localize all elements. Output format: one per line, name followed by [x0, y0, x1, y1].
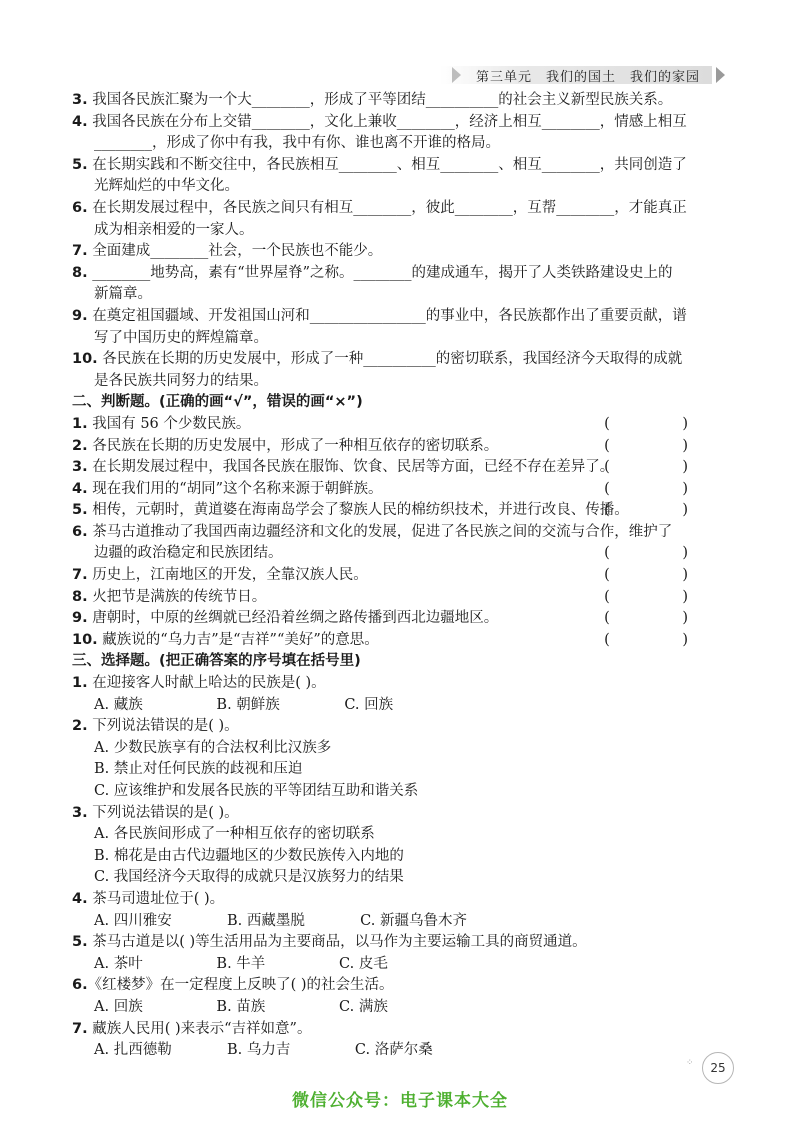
judgement-question-line: [72, 436, 732, 458]
judgement-question-line: [72, 608, 732, 630]
question-number: 7.: [72, 243, 88, 260]
choice-option: [72, 738, 732, 760]
fill-in-question-line: [72, 133, 732, 155]
question-number: 8.: [72, 588, 88, 605]
choice-question: [72, 975, 732, 997]
choice-question: [72, 1019, 732, 1041]
answer-parentheses[interactable]: ( ): [604, 545, 722, 562]
question-number: 7.: [72, 1020, 88, 1037]
fill-in-question-line-text: 成为相亲相爱的一家人。: [94, 221, 254, 238]
question-number: 2.: [72, 437, 88, 454]
fill-in-question-line-text: ________，形成了你中有我，我中有你、谁也离不开谁的格局。: [94, 135, 500, 152]
fill-in-question-line: [72, 306, 732, 328]
page-number: 25: [702, 1052, 734, 1084]
choice-option-text: C. 应该维护和发展各民族的平等团结互助和谐关系: [94, 783, 419, 799]
choice-question-text: 2. 下列说法错误的是( )。: [72, 718, 239, 735]
judgement-question-line: [72, 414, 732, 436]
answer-parentheses[interactable]: ( ): [604, 415, 722, 432]
choice-question: [72, 932, 732, 954]
question-number: 4.: [72, 480, 88, 497]
choice-question: [72, 716, 732, 738]
section-title-choice-text: 三、选择题。(把正确答案的序号填在括号里): [72, 653, 361, 670]
answer-parentheses[interactable]: ( ): [604, 437, 722, 454]
header-title: 第三单元 我们的国土 我们的家园: [476, 70, 701, 85]
judgement-question-line: [72, 500, 732, 522]
fill-in-question-line: [72, 112, 732, 134]
answer-parentheses[interactable]: ( ): [604, 502, 722, 519]
fill-in-question-line-text: 5. 在长期实践和不断交往中，各民族相互________、相互________、相互________，共同创造了: [72, 156, 687, 173]
fill-in-question-line: [72, 284, 732, 306]
question-number: 10.: [72, 351, 98, 368]
fill-in-question-line: [72, 176, 732, 198]
question-number: 5.: [72, 934, 88, 951]
answer-parentheses[interactable]: ( ): [604, 567, 722, 584]
choice-question: [72, 889, 732, 911]
choice-question: [72, 673, 732, 695]
answer-parentheses[interactable]: ( ): [604, 588, 722, 605]
question-number: 6.: [72, 199, 88, 216]
judgement-question-line-text: 10. 藏族说的“乌力吉”是“吉祥”“美好”的意思。: [72, 631, 379, 648]
choice-question-text: 7. 藏族人民用( )来表示“吉祥如意”。: [72, 1020, 312, 1037]
judgement-question-line: [72, 522, 732, 544]
judgement-question-line-text: 3. 在长期发展过程中，我国各民族在服饰、饮食、民居等方面，已经不存在差异了。: [72, 459, 615, 476]
triangle-right-icon: [716, 67, 725, 83]
judgement-question-line-text: 5. 相传，元朝时，黄道婆在海南岛学会了黎族人民的棉纺织技术，并进行改良、传播。: [72, 502, 629, 519]
fill-in-question-line-text: 6. 在长期发展过程中，各民族之间只有相互________，彼此________，互帮________，才能真正: [72, 199, 687, 216]
choice-option-text: B. 禁止对任何民族的歧视和压迫: [94, 761, 303, 778]
fill-in-question-line: [72, 349, 732, 371]
answer-parentheses[interactable]: ( ): [604, 610, 722, 627]
question-number: 6.: [72, 977, 88, 994]
question-number: 6.: [72, 523, 88, 540]
judgement-question-line-text: 9. 唐朝时，中原的丝绸就已经沿着丝绸之路传播到西北边疆地区。: [72, 610, 499, 627]
choice-question-text: 5. 茶马古道是以( )等生活用品为主要商品，以马作为主要运输工具的商贸通道。: [72, 934, 587, 951]
section-title-judgement-text: 二、判断题。(正确的画“√”，错误的画“×”): [72, 394, 363, 411]
choice-option-text: A. 藏族 B. 朝鲜族 C. 回族: [94, 696, 394, 713]
fill-in-question-line: [72, 328, 732, 350]
choice-question-text: 1. 在迎接客人时献上哈达的民族是( )。: [72, 675, 326, 692]
fill-in-question-line: [72, 263, 732, 285]
judgement-question-line-text: 4. 现在我们用的“胡同”这个名称来源于朝鲜族。: [72, 480, 383, 497]
judgement-question-line: [72, 543, 732, 565]
choice-option: [72, 911, 732, 933]
judgement-question-line: [72, 565, 732, 587]
fill-in-question-line-text: 光辉灿烂的中华文化。: [94, 178, 239, 195]
fill-in-question-line-text: 3. 我国各民族汇聚为一个大________，形成了平等团结__________的社会主义新型民族关系。: [72, 92, 673, 108]
choice-question-text: 3. 下列说法错误的是( )。: [72, 804, 239, 821]
choice-option: [72, 781, 732, 803]
judgement-question-line-text: 6. 茶马古道推动了我国西南边疆经济和文化的发展，促进了各民族之间的交流与合作，维护了: [72, 523, 673, 540]
answer-parentheses[interactable]: ( ): [604, 631, 722, 648]
fill-in-question-line-text: 7. 全面建成________社会，一个民族也不能少。: [72, 243, 383, 260]
judgement-question-line-text: 2. 各民族在长期的历史发展中，形成了一种相互依存的密切联系。: [72, 437, 499, 454]
judgement-question-line-text: 边疆的政治稳定和民族团结。: [94, 545, 283, 562]
choice-question-text: 4. 茶马司遗址位于( )。: [72, 890, 225, 907]
judgement-question-line: [72, 479, 732, 501]
question-number: 4.: [72, 890, 88, 907]
fill-in-question-line: [72, 220, 732, 242]
question-number: 1.: [72, 675, 88, 692]
worksheet-content: [72, 90, 732, 1062]
question-number: 3.: [72, 92, 88, 108]
answer-parentheses[interactable]: ( ): [604, 459, 722, 476]
judgement-question-line-text: 8. 火把节是满族的传统节日。: [72, 588, 267, 605]
judgement-question-line: [72, 630, 732, 652]
choice-option: [72, 867, 732, 889]
triangle-left-icon: [452, 67, 461, 83]
choice-option: [72, 759, 732, 781]
fill-in-question-line-text: 是各民族共同努力的结果。: [94, 372, 268, 389]
fill-in-question-line: [72, 155, 732, 177]
fill-in-question-line-text: 10. 各民族在长期的历史发展中，形成了一种__________的密切联系，我国经济今天取得的成就: [72, 351, 683, 368]
answer-parentheses[interactable]: ( ): [604, 480, 722, 497]
choice-option-text: C. 我国经济今天取得的成就只是汉族努力的结果: [94, 869, 404, 886]
section-title-judgement: [72, 392, 732, 414]
choice-option-text: B. 棉花是由古代边疆地区的少数民族传入内地的: [94, 847, 404, 864]
question-number: 5.: [72, 502, 88, 519]
choice-option-text: A. 扎西德勒 B. 乌力吉 C. 洛萨尔桑: [94, 1042, 433, 1059]
choice-option-text: A. 茶叶 B. 牛羊 C. 皮毛: [94, 955, 388, 972]
question-number: 5.: [72, 156, 88, 173]
question-number: 7.: [72, 567, 88, 584]
choice-option-text: A. 少数民族享有的合法权利比汉族多: [94, 739, 332, 756]
fill-in-question-line-text: 4. 我国各民族在分布上交错________，文化上兼收________，经济上相互________，情感上相互: [72, 113, 687, 130]
choice-option-text: A. 各民族间形成了一种相互依存的密切联系: [94, 826, 375, 843]
section-title-choice: [72, 651, 732, 673]
choice-option: [72, 695, 732, 717]
choice-option-text: A. 四川雅安 B. 西藏墨脱 C. 新疆乌鲁木齐: [94, 912, 467, 929]
judgement-question-line: [72, 457, 732, 479]
question-number: 3.: [72, 804, 88, 821]
choice-option: [72, 824, 732, 846]
footer-watermark: 微信公众号：电子课本大全: [292, 1091, 508, 1111]
question-number: 4.: [72, 113, 88, 130]
judgement-question-line-text: 1. 我国有 56 个少数民族。: [72, 415, 251, 432]
choice-option: [72, 997, 732, 1019]
fill-in-question-line: [72, 371, 732, 393]
choice-question: [72, 803, 732, 825]
question-number: 8.: [72, 264, 88, 281]
choice-question-text: 6.《红楼梦》在一定程度上反映了( )的社会生活。: [72, 977, 394, 994]
choice-option: [72, 846, 732, 868]
judgement-question-line: [72, 587, 732, 609]
choice-option: [72, 954, 732, 976]
question-number: 9.: [72, 610, 88, 627]
question-number: 2.: [72, 718, 88, 735]
judgement-question-line-text: 7. 历史上，江南地区的开发，全靠汉族人民。: [72, 567, 368, 584]
fill-in-question-line-text: 8. ________地势高，素有“世界屋脊”之称。________的建成通车，揭开了人类铁路建设史上的: [72, 264, 673, 281]
fill-in-question-line-text: 写了中国历史的辉煌篇章。: [94, 329, 268, 346]
fill-in-question-line-text: 新篇章。: [94, 286, 152, 303]
page-header: [440, 60, 730, 88]
question-number: 3.: [72, 459, 88, 476]
question-number: 9.: [72, 307, 88, 324]
question-number: 10.: [72, 631, 98, 648]
page-number-decoration: ⁘: [686, 1058, 694, 1068]
fill-in-question-line: [72, 90, 732, 112]
fill-in-question-line: [72, 198, 732, 220]
choice-option-text: A. 回族 B. 苗族 C. 满族: [94, 998, 388, 1015]
choice-option: [72, 1040, 732, 1062]
fill-in-question-line-text: 9. 在奠定祖国疆域、开发祖国山河和________________的事业中，各民族都作出了重要贡献，谱: [72, 307, 687, 324]
fill-in-question-line: [72, 241, 732, 263]
question-number: 1.: [72, 415, 88, 432]
